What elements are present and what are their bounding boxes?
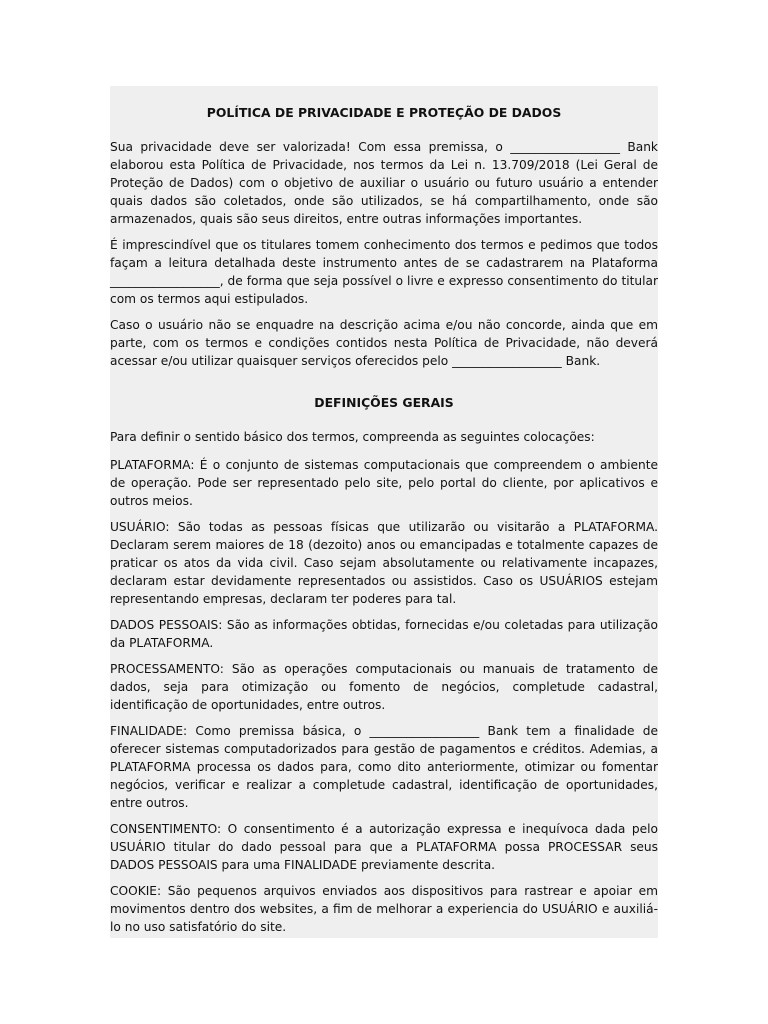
definition-finalidade: FINALIDADE: Como premissa básica, o __________________ Bank tem a finalidade de oferecer sistemas computadorizados para gestão de pagamentos e créditos. Ademias, a PLATAFORMA processa os dados para, como dito anteriormente, otimizar ou fomentar negócios, verificar e realizar a completude cadastral, identificação de oportunidades, entre outros. [110, 724, 658, 810]
document-page [110, 86, 658, 938]
definition-dados-pessoais: DADOS PESSOAIS: São as informações obtidas, fornecidas e/ou coletadas para utilização da PLATAFORMA. [110, 618, 658, 650]
definition-plataforma: PLATAFORMA: É o conjunto de sistemas computacionais que compreendem o ambiente de operação. Pode ser representado pelo site, pelo portal do cliente, por aplicativos e outros meios. [110, 458, 658, 508]
definition-consentimento: CONSENTIMENTO: O consentimento é a autorização expressa e inequívoca dada pelo USUÁRIO titular do dado pessoal para que a PLATAFORMA possa PROCESSAR seus DADOS PESSOAIS para uma FINALIDADE previamente descrita. [110, 822, 658, 872]
intro-paragraph-3: Caso o usuário não se enquadre na descrição acima e/ou não concorde, ainda que em parte, com os termos e condições contidos nesta Política de Privacidade, não deverá acessar e/ou utilizar quaisquer serviços oferecidos pelo __________________ Bank. [110, 318, 658, 368]
intro-paragraph-2: É imprescindível que os titulares tomem conhecimento dos termos e pedimos que todos façam a leitura detalhada deste instrumento antes de se cadastrarem na Plataforma __________________, de forma que seja possível o livre e expresso consentimento do titular com os termos aqui estipulados. [110, 238, 658, 306]
definition-usuario: USUÁRIO: São todas as pessoas físicas que utilizarão ou visitarão a PLATAFORMA. Declaram serem maiores de 18 (dezoito) anos ou emancipadas e totalmente capazes de praticar os atos da vida civil. Caso sejam absolutamente ou relativamente incapazes, declaram estar devidamente representados ou assistidos. Caso os USUÁRIOS estejam representando empresas, declaram ter poderes para tal. [110, 520, 658, 606]
document-title: POLÍTICA DE PRIVACIDADE E PROTEÇÃO DE DADOS [206, 105, 562, 120]
definition-processamento: PROCESSAMENTO: São as operações computacionais ou manuais de tratamento de dados, seja para otimização ou fomento de negócios, completude cadastral, identificação de oportunidades, entre outros. [110, 662, 658, 712]
intro-paragraph-1: Sua privacidade deve ser valorizada! Com essa premissa, o __________________ Bank elaborou esta Política de Privacidade, nos termos da Lei n. 13.709/2018 (Lei Geral de Proteção de Dados) com o objetivo de auxiliar o usuário ou futuro usuário a entender quais dados são coletados, onde são utilizados, se há compartilhamento, onde são armazenados, quais são seus direitos, entre outras informações importantes. [110, 140, 658, 226]
section-intro: Para definir o sentido básico dos termos, compreenda as seguintes colocações: [110, 430, 595, 444]
section-title: DEFINIÇÕES GERAIS [314, 395, 454, 410]
definition-cookie: COOKIE: São pequenos arquivos enviados aos dispositivos para rastrear e apoiar em movimentos dentro dos websites, a fim de melhorar a experiencia do USUÁRIO e auxiliá-lo no uso satisfatório do site. [110, 884, 658, 934]
